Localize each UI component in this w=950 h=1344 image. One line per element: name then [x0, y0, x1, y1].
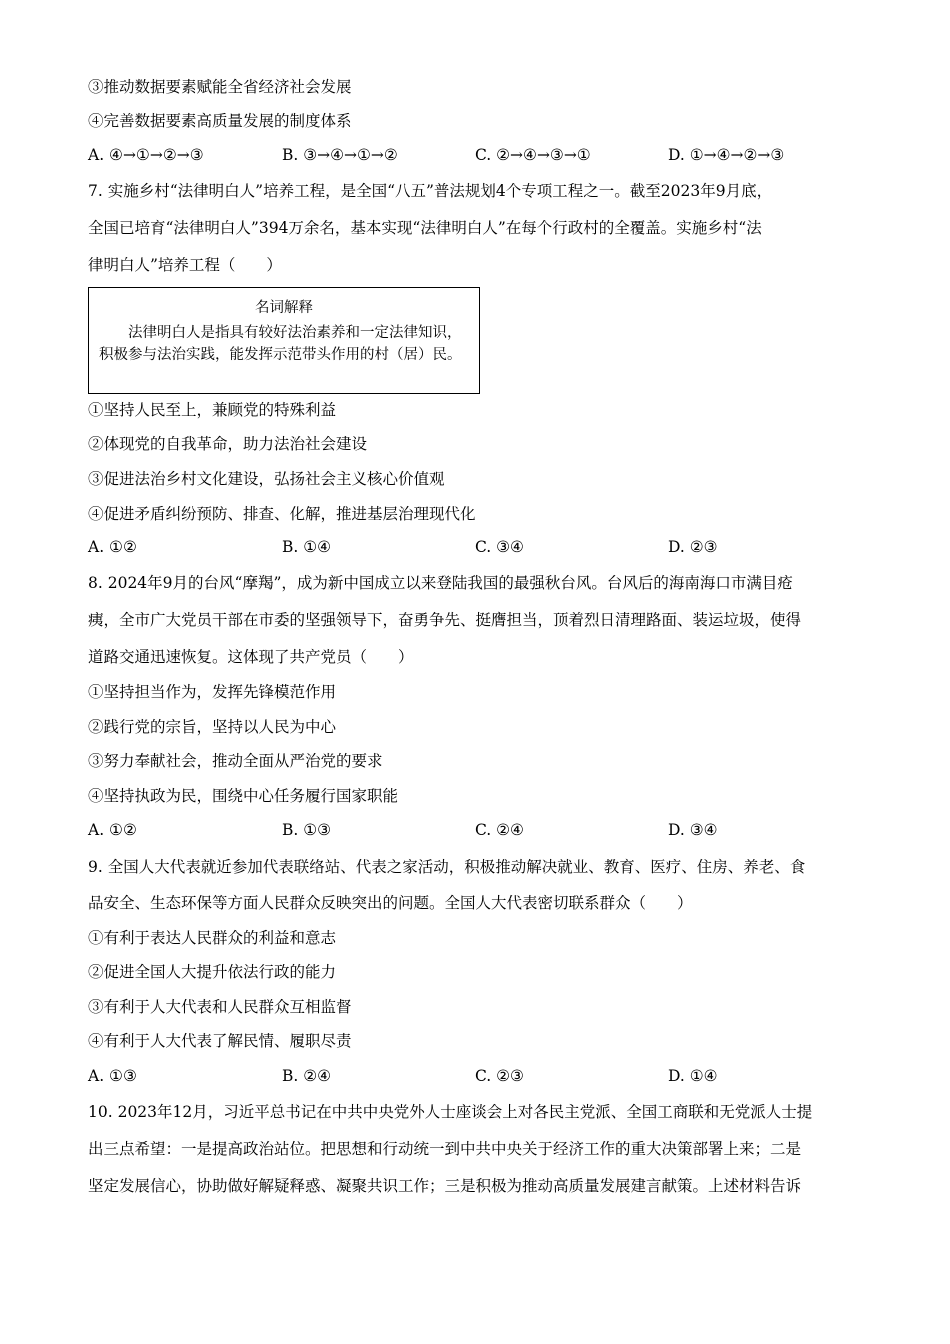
q10-stem-line-2: 出三点希望：一是提高政治站位。把思想和行动统一到中共中央关于经济工作的重大决策部署上来；二是	[88, 1140, 802, 1158]
q8-stem-line-2: 痍，全市广大党员干部在市委的坚强领导下，奋勇争先、挺膺担当，顶着烈日清理路面、装运垃圾，使得	[88, 611, 802, 629]
q6-option-b[interactable]: B. ③→④→①→②	[282, 146, 398, 164]
definition-box	[88, 287, 480, 394]
q8-stem-line-3: 道路交通迅速恢复。这体现了共产党员（ ）	[88, 648, 414, 666]
q8-stem-line-1: 8. 2024年9月的台风“摩羯”，成为新中国成立以来登陆我国的最强秋台风。台风后的海南海口市满目疮	[88, 574, 793, 592]
q8-item-2: ②践行党的宗旨，坚持以人民为中心	[88, 718, 337, 736]
q9-option-b[interactable]: B. ②④	[282, 1067, 332, 1085]
q6-item-4: ④完善数据要素高质量发展的制度体系	[88, 112, 352, 130]
q7-stem-line-2: 全国已培育“法律明白人”394万余名，基本实现“法律明白人”在每个行政村的全覆盖。实施乡村“法	[88, 219, 762, 237]
q8-option-d[interactable]: D. ③④	[668, 821, 718, 839]
q7-options	[88, 537, 868, 557]
q6-option-a[interactable]: A. ④→①→②→③	[88, 146, 204, 164]
q7-stem-line-3: 律明白人”培养工程（ ）	[88, 256, 282, 274]
q9-item-3: ③有利于人大代表和人民群众互相监督	[88, 998, 352, 1016]
q9-option-a[interactable]: A. ①③	[88, 1067, 137, 1085]
q9-stem-line-2: 品安全、生态环保等方面人民群众反映突出的问题。全国人大代表密切联系群众（ ）	[88, 894, 693, 912]
q8-options	[88, 820, 868, 840]
q7-option-a[interactable]: A. ①②	[88, 538, 137, 556]
q7-option-c[interactable]: C. ③④	[475, 538, 524, 556]
q9-option-c[interactable]: C. ②③	[475, 1067, 524, 1085]
q7-option-d[interactable]: D. ②③	[668, 538, 718, 556]
q8-item-4: ④坚持执政为民，围绕中心任务履行国家职能	[88, 787, 399, 805]
q8-item-3: ③努力奉献社会，推动全面从严治党的要求	[88, 752, 383, 770]
q6-option-d[interactable]: D. ①→④→②→③	[668, 146, 785, 164]
q6-options	[88, 145, 868, 165]
q7-option-b[interactable]: B. ①④	[282, 538, 332, 556]
definition-box-text: 法律明白人是指具有较好法治素养和一定法律知识，积极参与法治实践，能发挥示范带头作用的村（居）民。	[99, 325, 462, 363]
q9-option-d[interactable]: D. ①④	[668, 1067, 718, 1085]
q10-stem-line-3: 坚定发展信心，协助做好解疑释惑、凝聚共识工作；三是积极为推动高质量发展建言献策。上述材料告诉	[88, 1177, 802, 1195]
q8-option-a[interactable]: A. ①②	[88, 821, 137, 839]
q7-item-4: ④促进矛盾纠纷预防、排查、化解，推进基层治理现代化	[88, 505, 476, 523]
q9-options	[88, 1066, 868, 1086]
q7-item-1: ①坚持人民至上，兼顾党的特殊利益	[88, 401, 337, 419]
q7-item-2: ②体现党的自我革命，助力法治社会建设	[88, 435, 368, 453]
q8-option-c[interactable]: C. ②④	[475, 821, 524, 839]
q6-option-c[interactable]: C. ②→④→③→①	[475, 146, 591, 164]
q7-stem-line-1: 7. 实施乡村“法律明白人”培养工程，是全国“八五”普法规划4个专项工程之一。截至2023年9月底，	[88, 182, 773, 200]
q8-option-b[interactable]: B. ①③	[282, 821, 332, 839]
q9-item-1: ①有利于表达人民群众的利益和意志	[88, 929, 337, 947]
q6-item-3: ③推动数据要素赋能全省经济社会发展	[88, 78, 352, 96]
definition-box-title: 名词解释	[255, 300, 313, 316]
q10-stem-line-1: 10. 2023年12月，习近平总书记在中共中央党外人士座谈会上对各民主党派、全国工商联和无党派人士提	[88, 1103, 813, 1121]
q7-item-3: ③促进法治乡村文化建设，弘扬社会主义核心价值观	[88, 470, 445, 488]
q9-item-2: ②促进全国人大提升依法行政的能力	[88, 963, 337, 981]
q8-item-1: ①坚持担当作为，发挥先锋模范作用	[88, 683, 337, 701]
q9-item-4: ④有利于人大代表了解民情、履职尽责	[88, 1032, 352, 1050]
q9-stem-line-1: 9. 全国人大代表就近参加代表联络站、代表之家活动，积极推动解决就业、教育、医疗、住房、养老、食	[88, 858, 806, 876]
